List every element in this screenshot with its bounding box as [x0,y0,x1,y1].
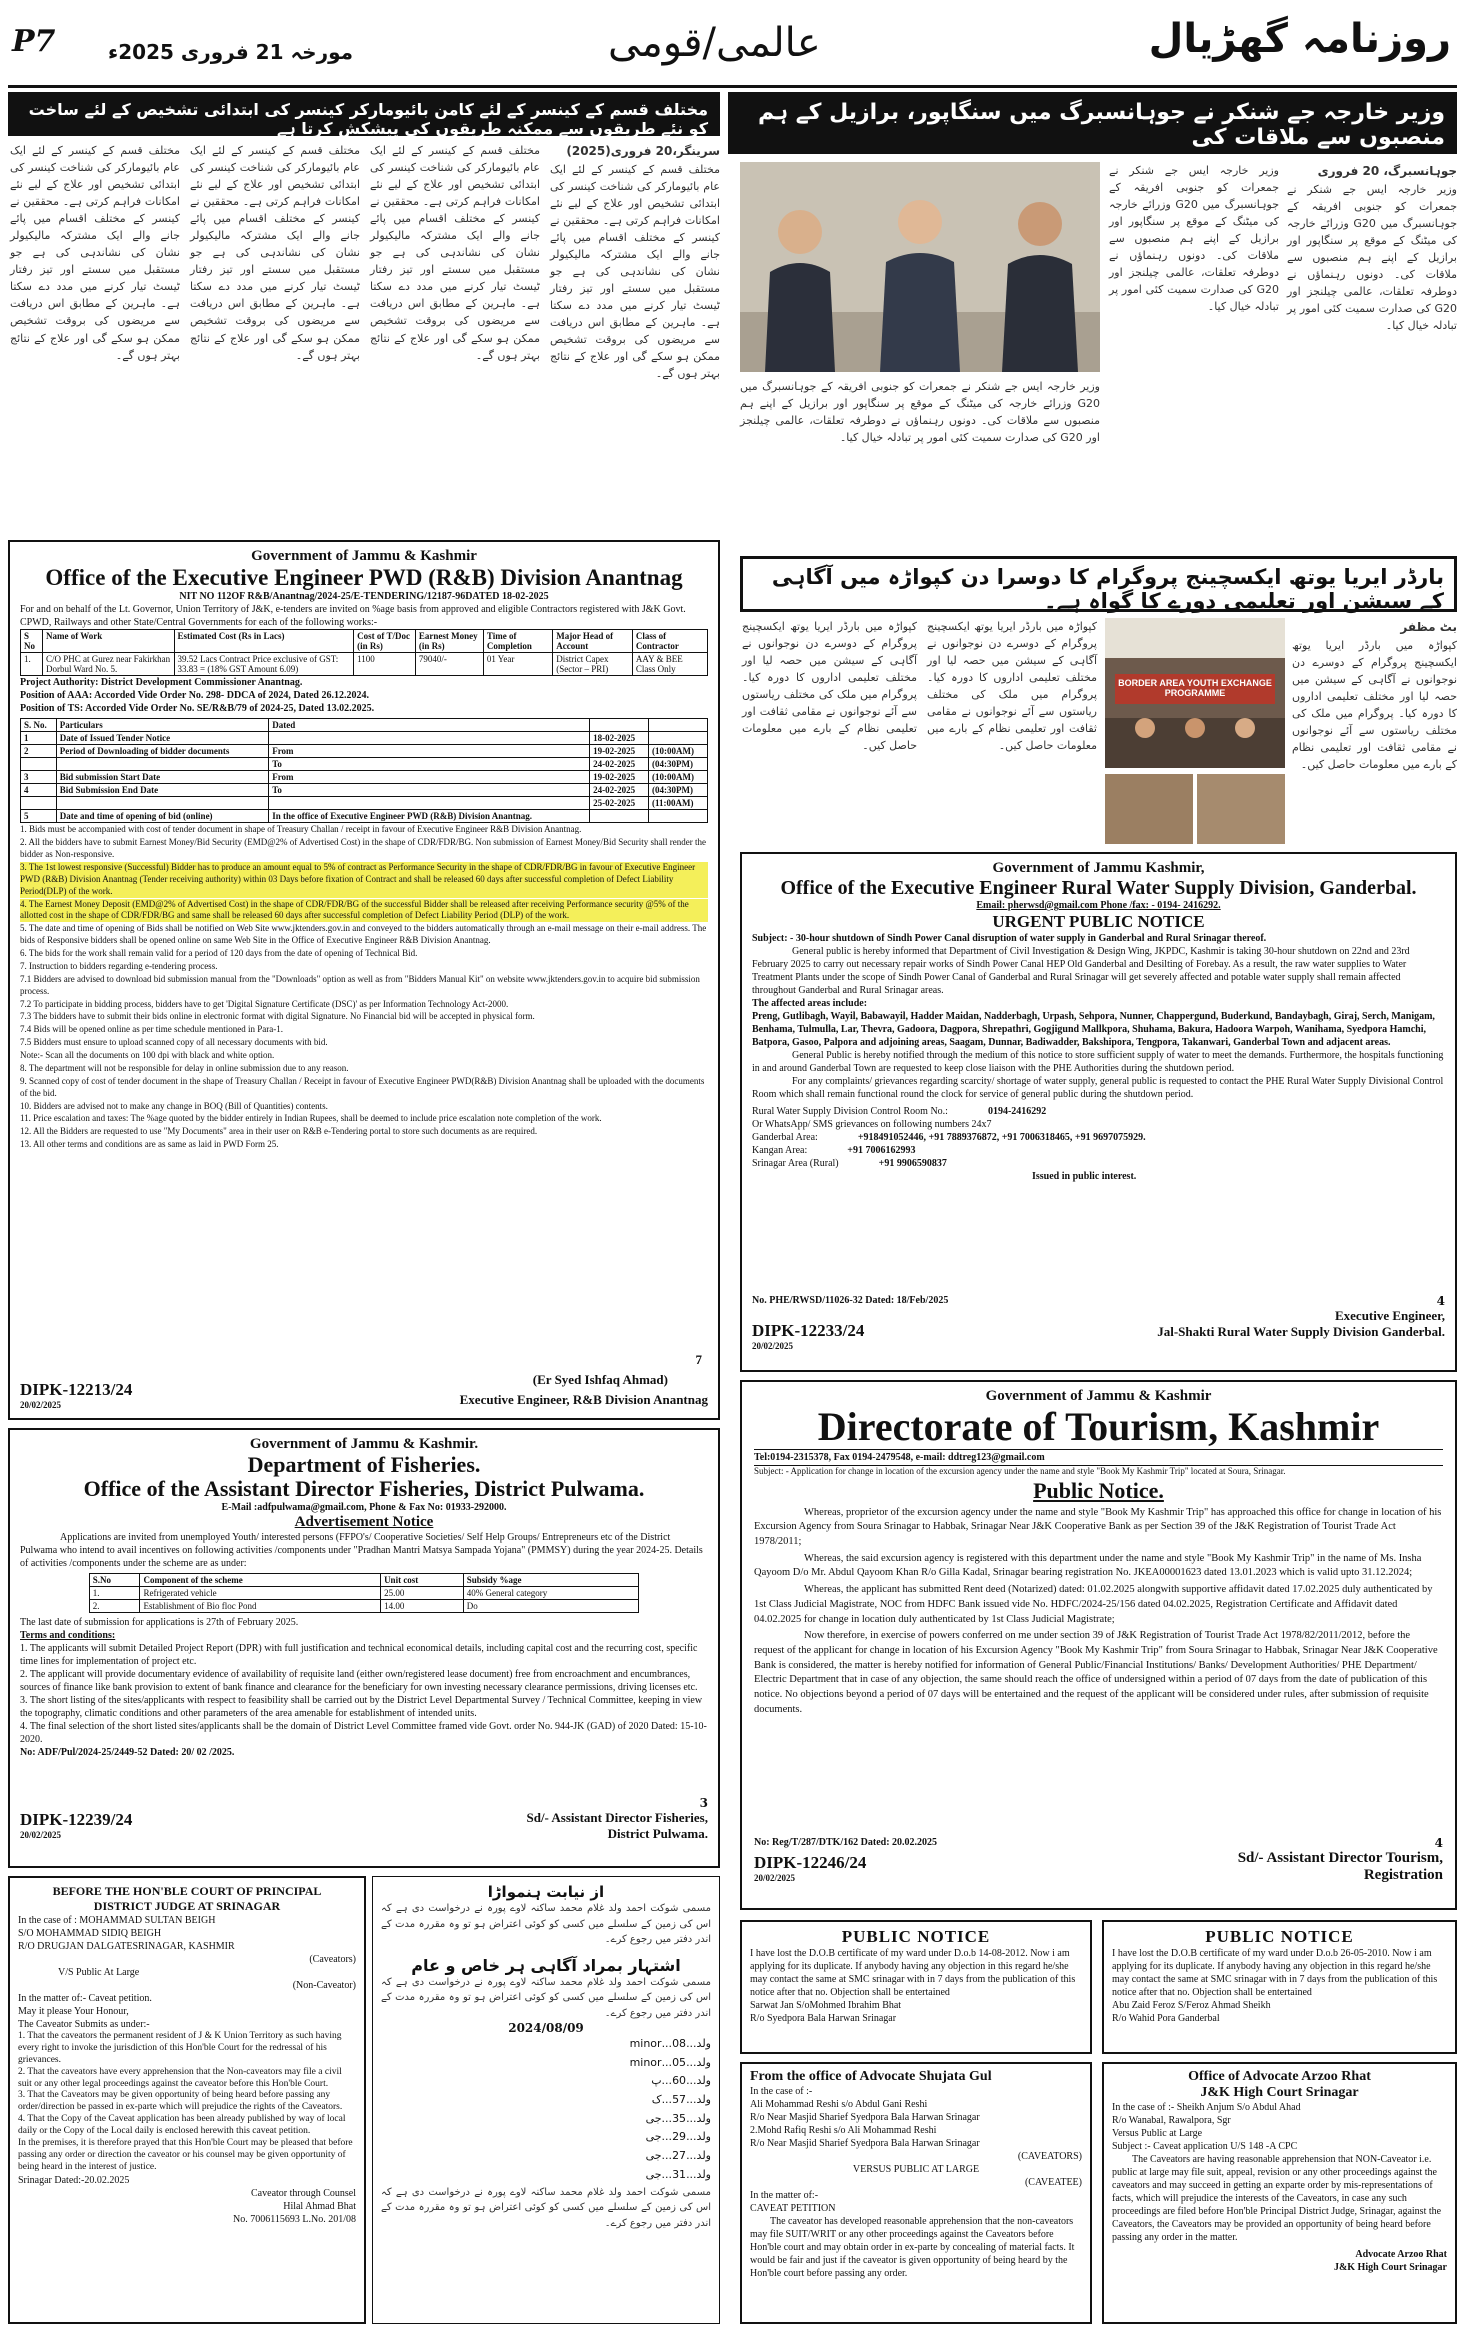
table-row [21,719,708,732]
urdu-line: ولد...31...جی [645,2167,711,2181]
versus-line: VERSUS PUBLIC AT LARGE [852,2164,980,2175]
condition-item: 7.1 Bidders are advised to download bid submission manual from the "Downloads" option as well as from "Bidders Manual Kit" on website www.jktenders.gov.in to acquire bid submission process. [20,973,700,996]
urdu-line: ولد...57...ک [651,2093,711,2107]
contact-row [752,1144,1445,1157]
court-date: Srinagar Dated:-20.02.2025 [18,2174,130,2186]
condition-item: 7.5 Bidders must ensure to upload scanned copy of all necessary documents with bid. [20,1037,328,1048]
court-title: DISTRICT JUDGE AT SRINAGAR [93,1899,281,1913]
table-cell: Do [463,1600,638,1613]
table-header-cell: Component of the scheme [140,1574,381,1587]
dipk-number: DIPK-12246/24 [754,1853,867,1872]
caveat-points [18,2031,356,2174]
case-line: R/o Wanabal, Rawalpora, Sgr [1112,2115,1231,2126]
article-headline: بارڈر ایریا یوتھ ایکسچینج پروگرام کا دوسرا دن کپواڑہ میں آگاہی کے سیشن اور تعلیمی دورے کا گواہ ہے۔ [740,556,1457,612]
table-cell: 19-02-2025 [590,771,649,784]
condition-item: 7.2 To participate in bidding process, bidders have to get 'Digital Signature Certificate (DSC)' as per Information Technology Act-2000. [20,998,509,1009]
advocate-case-lines [750,2085,1082,2150]
public-notice-name: Abu Zaid Feroz S/Feroz Ahmad Sheikh [1112,2000,1271,2011]
position-ts: Position of TS: Accorded Vide Order No. SE/R&B/79 of 2024-25, Dated 13.02.2025. [20,703,375,715]
notice-subject: Subject: - Application for change in location of the excursion agency under the name and style "Book My Kashmir Trip" located at Soura, Srinagar. [754,1466,1286,1476]
terms-list [20,1642,708,1746]
article-body: مختلف قسم کے کینسر کے لئے ایک عام بائیومارکر کی شناخت کینسر کی ابتدائی تشخیص اور علاج کے لیے نئے امکانات فراہم کرتی ہے۔ محققین نے کینسر کے مختلف اقسام میں پائے جانے والے ایک مشترکہ مالیکیولر نشان کی نشاندہی کی ہے جو مستقبل میں سستے اور تیز رفتار ٹیسٹ تیار کرنے میں مدد دے سکتا ہے۔ ماہرین کے مطابق اس دریافت سے مریضوں کی بروقت تشخیص ممکن ہو سکے گی اور علاج کے نتائج بہتر ہوں گے۔ [550,162,720,381]
table-cell: (11:00AM) [649,797,708,810]
notice-office: Directorate of Tourism, Kashmir [817,1404,1380,1449]
signer-title: Executive Engineer, R&B Division Anantnag [459,1392,708,1407]
notice-contact: Email: pherwsd@gmail.com Phone /fax: - 0194- 2416292. [976,900,1221,911]
advocate-caveat-1 [740,2062,1092,2324]
urdu-notice-title: اشتہار بمراد آگاہی ہر خاص و عام [411,1955,681,1975]
please-line: May it please Your Honour, [18,2006,129,2017]
table-header-cell: Class of Contractor [632,630,707,653]
public-notice-body: I have lost the D.O.B certificate of my ward under D.o.b 26-05-2010. Now i am applying for its duplicate. If anybody having any objection in this regard he/she may contact the same at SMC srinagar with in 7 days from the publication of this notice after that no. Objection shall be entertained [1112,1948,1438,1998]
notice-para: Now therefore, in exercise of powers conferred on me under section 39 of J&K Registration of Tourist Trade Act 1978/82/2011/2012, before the request of the applicant for change in location of his Excursion Agency "Book My Kashmir Trip" from Soura Srinagar to Habbak, Srinagar Near J&K Cooperative Bank is considered, the matter is hereby notified for information of General Public/Financial Institutions/ Banks/ Development Authorities/ PHE Department/ Electric Department that in case of any objection, the same should reach the office of undersigned within a period of 07 days from the date of publication of this notice. No objections beyond a period of 07 days will be entertained and the request of the applicant will be considered under rules, after submission of requisite documents. [754,1630,1438,1715]
notice-gov: Government of Jammu & Kashmir [251,548,477,564]
versus-line: V/S Public At Large [58,1967,140,1978]
article-photo [1197,774,1285,844]
article-column: مختلف قسم کے کینسر کے لئے ایک عام بائیومارکر کی شناخت کینسر کی ابتدائی تشخیص اور علاج کے لیے نئے امکانات فراہم کرتی ہے۔ محققین نے کینسر کے مختلف اقسام میں پائے جانے والے ایک مشترکہ مالیکیولر نشان کی نشاندہی کی ہے جو مستقبل میں سستے اور تیز رفتار ٹیسٹ تیار کرنے میں مدد دے سکتا ہے۔ ماہرین کے مطابق اس دریافت سے مریضوں کی بروقت تشخیص ممکن ہو سکے گی اور علاج کے نتائج بہتر ہوں گے۔ [190,144,360,362]
case-line: In the case of :- [750,2086,813,2097]
condition-item: 7. Instruction to bidders regarding e-tendering process. [20,960,218,971]
condition-item: 7.3 The bidders have to submit their bids online in electronic format with digital Signature. No Financial bid will be accepted in physical form. [20,1011,535,1022]
article-dateline: بٹ مظفر [1400,620,1457,634]
caveat-point: 3. That the Caveators may be given opportunity of being heard before passing any order/direction be passed in ex-parte which will prejudice the rights of the Caveators. [18,2090,343,2113]
article-column: وزیر خارجہ ایس جے شنکر نے جمعرات کو جنوبی افریقہ کے جوہانسبرگ میں G20 وزرائے خارجہ کی میٹنگ کے موقع پر سنگاپور اور برازیل کے اپنے ہم منصبوں سے ملاقات کی۔ دونوں رہنماؤں نے دوطرفہ تعلقات، عالمی چیلنجز اور G20 کی صدارت سمیت کئی امور پر تبادلہ خیال کیا۔ [1109,164,1280,314]
case-line: Subject :- Caveat application U/S 148 -A CPC [1112,2141,1298,2152]
contact-row [752,1118,1445,1131]
article-column: وزیر خارجہ ایس جے شنکر نے جمعرات کو جنوبی افریقہ کے جوہانسبرگ میں G20 وزرائے خارجہ کی میٹنگ کے موقع پر سنگاپور اور برازیل کے اپنے ہم منصبوں سے ملاقات کی۔ دونوں رہنماؤں نے دوطرفہ تعلقات، عالمی چیلنجز اور G20 کی صدارت سمیت کئی امور پر تبادلہ خیال کیا۔ [740,380,1100,445]
project-authority: Project Authority: District Development Commissioner Anantnag. [20,677,303,689]
table-row [21,771,708,784]
table-cell: 19-02-2025 [590,745,649,758]
contact-number: +918491052446, +91 7889376872, +91 7006318465, +91 9697075929. [857,1132,1146,1143]
condition-item: Note:- Scan all the documents on 100 dpi with black and white option. [20,1050,275,1061]
advocate-body: The caveator has developed reasonable apprehension that the non-caveators may file SUIT/WRIT or any other proceedings against the Caveators before Hon'ble court and may obtain order in ex-parte by concealing of material facts. It would be fair and just if the caveator is given opportunity of being heard by the Hon'ble court before passing any order. [750,2216,1075,2279]
notice-title: Public Notice. [1033,1477,1164,1503]
caveat-point: 2. That the caveators have every apprehension that the Non-caveators may file a civil suit or any other legal proceedings against the caveator before this Hon'ble Court. [18,2066,342,2089]
notice-para: General Public is hereby notified through the medium of this notice to store sufficient supply of water to meet the demands. Furthermore, the hospitals functioning in and around Ganderbal Town are requested to keep close liaison with the PHE Authorities during the shutdown period. [752,1050,1444,1074]
dipk-date: 20/02/2025 [752,1341,794,1351]
signer-title: Executive Engineer, [1334,1308,1445,1323]
caveat-point: 4. That the Copy of the Caveat application has been already published by way of local daily or the Copy of the Local daily is enclosed herewith this caveat petition. [18,2114,346,2136]
condition-item: 2. All the bidders have to submit Earnest Money/Bid Security (EMD@2% of Advertised Cost) in the shape of CDR/FDR/BG. Non submission of Earnest Money/Bid Security shall render the bidder as Non-responsive. [20,837,706,860]
advocate-case-lines [1112,2101,1447,2153]
public-notice-dob-1 [740,1920,1092,2054]
table-cell: To [269,784,590,797]
notice-gov: Government of Jammu & Kashmir [985,1388,1212,1404]
article-photo [1105,618,1285,768]
notice-title: URGENT PUBLIC NOTICE [992,912,1205,931]
condition-item: 12. All the Bidders are requested to use "My Documents" area in their user on R&B e-Tendering portal to store such documents as are required. [20,1126,538,1137]
masthead [8,6,1457,88]
signer-office: Registration [1363,1867,1443,1883]
signer-title: Sd/- Assistant Director Tourism, [1237,1850,1443,1866]
table-row [89,1600,638,1613]
table-cell [269,732,590,745]
condition-item: 8. The department will not be responsible for delay in online submission due to any reason. [20,1062,349,1073]
table-cell: From [269,745,590,758]
table-cell: 2. [89,1600,140,1613]
urdu-notice-date: 2024/08/09 [508,2021,584,2035]
table-cell: 79040/- [415,653,483,676]
seal-number: 4 [1434,1836,1443,1850]
case-line: S/O MOHAMMAD SIDIQ BEIGH [18,1928,162,1939]
table-header-cell: Time of Completion [483,630,552,653]
table-header-cell: Cost of T/Doc (in Rs) [354,630,416,653]
table-row [21,745,708,758]
notice-office: Office of the Executive Engineer PWD (R&B) Division Anantnag [45,565,683,590]
notice-para: Whereas, proprietor of the excursion agency under the name and style "Book My Kashmir Trip" has approached this office for change in location of his Excursion Agency from Soura Srinagar to Habbak, Srinagar Near J&K Cooperative Bank as per Section 39 of the J&K Registration of Tourist Trade Act 1978/2011; [754,1506,1442,1548]
contact-list [752,1105,1445,1170]
table-row [21,797,708,810]
table-row [89,1587,638,1600]
article-column: کپواڑہ میں بارڈر ایریا یوتھ ایکسچینج پروگرام کے دوسرے دن نوجوانوں نے آگاہی کے سیشن میں حصہ لیا اور مختلف تعلیمی اداروں کا دورہ کیا۔ پروگرام میں ملک کی مختلف ریاستوں سے آئے نوجوانوں نے مقامی ثقافت اور تعلیمی نظام کے بارے میں معلومات حاصل کیں۔ [927,620,1097,753]
petition-line: CAVEAT PETITION [750,2203,836,2214]
public-notice-dob-2 [1102,1920,1457,2054]
article-column: مختلف قسم کے کینسر کے لئے ایک عام بائیومارکر کی شناخت کینسر کی ابتدائی تشخیص اور علاج کے لیے نئے امکانات فراہم کرتی ہے۔ محققین نے کینسر کے مختلف اقسام میں پائے جانے والے ایک مشترکہ مالیکیولر نشان کی نشاندہی کی ہے جو مستقبل میں سستے اور تیز رفتار ٹیسٹ تیار کرنے میں مدد دے سکتا ہے۔ ماہرین کے مطابق اس دریافت سے مریضوں کی بروقت تشخیص ممکن ہو سکے گی اور علاج کے نتائج بہتر ہوں گے۔ [370,144,540,362]
table-cell: (10:00AM) [649,745,708,758]
table-cell [56,758,268,771]
notice-para: Whereas, the applicant has submitted Rent deed (Notarized) dated: 01.02.2025 alongwith supportive affidavit dated 17.02.2025 duly authenticated by 1st Class Judicial Magistrate, NOC from HDFC Bank issued vide No. HDFC/2024-25/156 dated 04.02.2025, Registration Certificate and Affidavit dated 04.02.2025 for change in location duly authenticated by 1st Class Judicial Magistrate; [754,1584,1433,1625]
contact-label: Rural Water Supply Division Control Room No.: [752,1106,948,1117]
table-cell: Bid Submission End Date [56,784,268,797]
table-cell: 3 [21,771,57,784]
advocate-signer: J&K High Court Srinagar [1333,2262,1447,2273]
term-item: 4. The final selection of the short listed sites/applicants shall be the domain of District Level Committee framed vide Govt. order No. 944-JK (GAD) of 2020 Dated: 15-10-2020. [20,1721,707,1746]
fisheries-notice [8,1428,720,1868]
table-header-cell: Unit cost [381,1574,464,1587]
table-cell: Refrigerated vehicle [140,1587,381,1600]
caveator-label: (Caveators) [309,1954,356,1965]
conditions-list [20,824,708,1151]
notice-gov: Government of Jammu & Kashmir. [249,1436,479,1452]
case-line: 2.Mohd Rafiq Reshi s/o Ali Mohammad Reshi [750,2125,937,2136]
condition-item: 10. Bidders are advised not to make any change in BOQ (Bill of Quantities) contents. [20,1100,328,1111]
article-border-youth [740,556,1457,846]
signer-title: Sd/- Assistant Director Fisheries, [526,1810,708,1825]
public-notice-body: I have lost the D.O.B certificate of my ward under D.o.b 14-08-2012. Now i am applying for its duplicate. If anybody having any objection in this regard he/she may contact the same at SMC srinagar with in 7 days from the publication of this notice after that no. Objection shall be entertained [750,1948,1076,1998]
table-cell: 24-02-2025 [590,784,649,797]
caveat-point: In the premises, it is therefore prayed that this Hon'ble Court may be pleased that before passing any order or direction the caveator or his counsel may be given opportunity of being heard in the interest of justice. [18,2137,353,2172]
advocate-caveat-2 [1102,2062,1457,2324]
term-item: 3. The short listing of the sites/applicants with respect to feasibility shall be carried out by the District Level Departmental Survey / Technical Committee, keeping in view the topography, climatic conditions and other parameters of the area amenable for establishment of intended units. [20,1695,703,1720]
notice-para: Whereas, the said excursion agency is registered with this department under the name and style "Book My Kashmir Trip" in the name of Ms. Insha Qayoom D/o Mr. Abdul Qayoom Khan R/o Gilla Kadal, Srinagar bearing registration No. JKEA00001623 dated 13.01.2023 which is valid upto 31.12.2024; [754,1552,1422,1579]
urdu-line: ولد...05...minor [629,2055,711,2069]
table-cell: In the office of Executive Engineer PWD (R&B) Division Anantnag. [269,810,590,823]
table-cell: Date of Issued Tender Notice [56,732,268,745]
article-biomarker [8,92,720,532]
table-header-cell: S No [21,630,43,653]
urdu-line: ولد...27...جی [645,2149,711,2163]
table-cell: To [269,758,590,771]
notice-intro: For and on behalf of the Lt. Governor, Union Territory of J&K, e-tenders are invited on %age basis from approved and eligible Contractors registered with J&K Govt. CPWD, Railways and other State/Central Governments for each of the following works:- [20,604,686,629]
table-cell: 25-02-2025 [590,797,649,810]
table-row [21,810,708,823]
signer-office: Jal-Shakti Rural Water Supply Division Ganderbal. [1157,1324,1445,1339]
article-column: مختلف قسم کے کینسر کے لئے ایک عام بائیومارکر کی شناخت کینسر کی ابتدائی تشخیص اور علاج کے لیے نئے امکانات فراہم کرتی ہے۔ محققین نے کینسر کے مختلف اقسام میں پائے جانے والے ایک مشترکہ مالیکیولر نشان کی نشاندہی کی ہے جو مستقبل میں سستے اور تیز رفتار ٹیسٹ تیار کرنے میں مدد دے سکتا ہے۔ ماہرین کے مطابق اس دریافت سے مریضوں کی بروقت تشخیص ممکن ہو سکے گی اور علاج کے نتائج بہتر ہوں گے۔ [10,144,180,362]
contact-label: Srinagar Area (Rural) [752,1158,839,1169]
advocate-title: Office of Advocate Arzoo Rhat [1188,2069,1371,2084]
table-header-cell: Subsidy %age [463,1574,638,1587]
article-column [1287,162,1457,542]
table-cell [590,810,649,823]
dipk-date: 20/02/2025 [20,1400,62,1410]
nit-number: NIT NO 112OF R&B/Anantnag/2024-25/E-TENDERING/12187-96DATED 18-02-2025 [179,591,549,603]
page-number: P7 [12,24,56,59]
contact-row [752,1131,1445,1144]
urdu-notices [372,1876,720,2324]
notice-paras [754,1506,1443,1718]
condition-item: 1. Bids must be accompanied with cost of tender document in shape of Treasury Challan / receipt in favour of Executive Engineer R&B Division Anantnag. [20,824,582,835]
case-line: Ali Mohammad Reshi s/o Abdul Gani Reshi [750,2099,928,2110]
table-header-cell: Major Head of Account [553,630,633,653]
urdu-notice-title: از نیابت ہنمواڑا [487,1883,605,1901]
table-cell: (04:30PM) [649,758,708,771]
urdu-line: ولد...60...پ [651,2074,711,2088]
notice-gov: Government of Jammu Kashmir, [992,860,1205,876]
notice-intro: Applications are invited from unemployed Youth/ interested persons (FFPO's/ Cooperative Societies/ Self Help Groups/ Entrepreneurs etc of the District Pulwama who intend to avail incentives on following activities /components under "Pradhan Mantri Matsya Sampada Yojana" (PMMSY) during the year 2024-25. Details of activities /components under the scheme are as under: [20,1532,703,1570]
table-header-cell [649,719,708,732]
article-column [550,142,720,532]
issue-date: مورخہ 21 فروری 2025ء [108,40,354,64]
seal-number: 7 [695,1352,702,1367]
table-row [21,732,708,745]
seal-number: 3 [699,1796,708,1810]
urdu-line: ولد...08...minor [629,2037,711,2050]
notice-ref: No: Reg/T/287/DTK/162 Dated: 20.02.2025 [754,1837,938,1848]
table-header-cell: Name of Work [42,630,174,653]
table-cell: Date and time of opening of bid (online) [56,810,268,823]
dipk-date: 20/02/2025 [20,1830,62,1840]
dipk-number: DIPK-12213/24 [20,1380,133,1399]
submits-line: The Caveator Submits as under:- [18,2019,150,2030]
dipk-number: DIPK-12233/24 [752,1321,865,1340]
advocate-body: The Caveators are having reasonable apprehension that NON-Caveator i.e. public at large may file suit, appeal, revision or any other proceedings against the caveators and may succeed in getting an exparte order by mis-representations of facts, which will prejudice the interests of the Caveators, in case any such proceedings are filed before Hon'ble Principal District Judge, Srinagar, against the Caveators, the Caveators may be provided an opportunity of being heard before passing any order in the matter. [1112,2154,1442,2243]
signer-office: District Pulwama. [607,1826,708,1841]
case-lines [18,1914,356,1953]
notice-office: Office of the Executive Engineer Rural Water Supply Division, Ganderbal. [780,877,1417,899]
notice-para: General public is hereby informed that Department of Civil Investigation & Design Wing, JKPDC, Kashmir is taking 30-hour shutdown on 22nd and 23rd February 2025 to carry out necessary repair works of Sindh Power Canal HEP Old Ganderbal and Desilting of Forebay. As a result, the raw water supplies to Water Treatment Plants under the scope of Sindh Power Canal of Ganderbal and Rural Srinagar will get severely affected and potable water supply shall remain affected throughout Ganderbal and Rural Srinagar areas. [752,946,1410,996]
notice-dept: Department of Fisheries. [247,1452,481,1477]
condition-item: 3. The 1st lowest responsive (Successful) Bidder has to produce an amount equal to 5% of contract as Performance Security in the shape of CDR/FDR/BG in favour of Executive Engineer PWD (R&B) Division Anantnag (Tender receiving authority) within 03 Days before fixation of Contract and shall be released 60 days after successful completion of Defect Liability Period(DLP) of the work. [20,862,708,898]
section-title: عالمی/قومی [608,20,821,66]
phe-urgent-notice [740,852,1457,1372]
public-notice-title: PUBLIC NOTICE [1205,1927,1354,1946]
dipk-number: DIPK-12239/24 [20,1810,133,1829]
position-aaa: Position of AAA: Accorded Vide Order No. 298- DDCA of 2024, Dated 26.12.2024. [20,690,369,702]
contact-number: +91 7006162993 [847,1145,916,1156]
court-title: BEFORE THE HON'BLE COURT OF PRINCIPAL [52,1884,322,1898]
issued-note: Issued in public interest. [1032,1171,1137,1182]
counsel-name: Hilal Ahmad Bhat [283,2200,356,2212]
case-line: Versus Public at Large [1112,2128,1203,2139]
article-photo [1105,774,1193,844]
contact-row [752,1157,1445,1170]
affected-areas: Preng, Gutlibagh, Wayil, Babawayil, Hadder Maidan, Nadderbagh, Urpash, Sehpora, Nunner, Chappergund, Buderkund, Bandaybagh, Giraj, Serch, Manigam, Benhama, Tulmulla, Lar, Thevra, Gadoora, Dagpora, Shrepathri, Gogjigund Mallkpora, Shuhama, Bakura, Hadoora Warpoh, Wanihama, Syedpora Hamchi, Batpora, Gasoo, Palpora and adjoining areas, Saagam, Dunnar, Badiwadder, Bakshipora, Tengpora, Takanwari, Ganderbal Town and adjacent areas. [752,1011,1435,1048]
contact-label: Kangan Area: [752,1145,808,1156]
table-cell [21,758,57,771]
urdu-notice-body: مسمی شوکت احمد ولد غلام محمد ساکنہ لاوے پورہ نے درخواست دی ہے کہ اس کی زمین کے سلسلے میں کسی کو کوئی اعتراض ہو تو وہ مقررہ مدت کے اندر دفتر میں رجوع کرے۔ [381,1976,711,2019]
notice-subject: Subject: - 30-hour shutdown of Sindh Power Canal disruption of water supply in Ganderbal and Rural Srinagar thereof. [752,933,1267,944]
table-header-cell: S.No [89,1574,140,1587]
matter-line: In the matter of:- [750,2190,819,2201]
areas-label: The affected areas include: [752,998,868,1009]
notice-ref: No. PHE/RWSD/11026-32 Dated: 18/Feb/2025 [752,1295,949,1306]
counsel-line: Caveator through Counsel [251,2187,356,2199]
case-line: R/o Near Masjid Sharief Syedpora Bala Harwan Srinagar [750,2138,980,2149]
condition-item: 7.4 Bids will be opened online as per time schedule mentioned in Para-1. [20,1024,283,1035]
urdu-notice-lines [381,2035,711,2185]
seal-number: 4 [1436,1294,1445,1308]
table-cell: 01 Year [483,653,552,676]
table-cell: From [269,771,590,784]
table-row [21,784,708,797]
table-cell: 24-02-2025 [590,758,649,771]
condition-item: 11. Price escalation and taxes: The %age quoted by the bidder entirely in Indian Rupees, shall be deemed to include price escalation note completion of the work. [20,1113,602,1124]
case-line: R/O DRUGJAN DALGATESRINAGAR, KASHMIR [18,1941,235,1952]
table-header-cell: S. No. [21,719,57,732]
notice-title: Advertisement Notice [294,1514,434,1531]
table-header-cell [590,719,649,732]
table-header-cell: Estimated Cost (Rs in Lacs) [174,630,354,653]
table-cell: District Capex (Sector – PRI) [553,653,633,676]
counsel-contact: No. 7006115693 L.No. 201/08 [233,2213,356,2225]
matter-line: In the matter of:- Caveat petition. [18,1993,152,2004]
contact-label: Ganderbal Area: [752,1132,818,1143]
table-cell: Establishment of Bio floc Pond [140,1600,381,1613]
dipk-date: 20/02/2025 [754,1873,796,1883]
court-caveat-notice [8,1876,366,2324]
condition-item: 9. Scanned copy of cost of tender document in the shape of Treasury Challan / Receipt in favour of Executive Engineer PWD(R&B) Division Anantnag shall be uploaded with the documents of the bid. [20,1075,705,1098]
condition-item: 4. The Earnest Money Deposit (EMD@2% of Advertised Cost) in the shape of CDR/FDR/BG of the successful Bidder shall be released after receiving Performance security @5% of the allotted cost in the shape of CDR/FDR/BG and same shall be released 60 days after successful completion of Defect Liability Period (DLP) of the work. [20,899,708,923]
urdu-notice-body: مسمی شوکت احمد ولد غلام محمد ساکنہ لاوے پورہ نے درخواست دی ہے کہ اس کی زمین کے سلسلے میں کسی کو کوئی اعتراض ہو تو وہ مقررہ مدت کے اندر دفتر میں رجوع کرے۔ [381,2186,711,2229]
last-date: The last date of submission for applications is 27th of February 2025. [20,1617,299,1629]
notice-ref: No: ADF/Pul/2024-25/2449-52 Dated: 20/ 02 /2025. [20,1747,235,1759]
table-cell: 1100 [354,653,416,676]
table-cell: (10:00AM) [649,771,708,784]
notice-contact: E-Mail :adfpulwama@gmail.com, Phone & Fax No: 01933-292000. [221,1502,507,1514]
advocate-title: From the office of Advocate Shujata Gul [750,2069,992,2084]
table-cell [649,732,708,745]
table-cell: Period of Downloading of bidder documents [56,745,268,758]
urdu-line: ولد...35...جی [645,2111,711,2125]
table-cell [56,797,268,810]
table-cell: 2 [21,745,57,758]
notice-para: For any complaints/ grievances regarding scarcity/ shortage of water supply, general public is requested to contact the PHE Rural Water Supply Divisional Control Room which shall remain functional round the clock for service of general public during the shutdown period. [752,1076,1444,1100]
article-dateline: سرینگر،20 فروری(2025) [566,144,720,158]
article-body: کپواڑہ میں بارڈر ایریا یوتھ ایکسچینج پروگرام کے دوسرے دن نوجوانوں نے آگاہی کے سیشن میں حصہ لیا اور مختلف تعلیمی اداروں کا دورہ کیا۔ پروگرام میں ملک کی مختلف ریاستوں سے آئے نوجوانوں نے مقامی ثقافت اور تعلیمی نظام کے بارے میں معلومات حاصل کیں۔ [1292,638,1457,771]
public-notice-address: R/o Syedpora Bala Harwan Srinagar [750,2013,897,2024]
article-jaishankar [728,92,1457,542]
table-cell: 39.52 Lacs Contract Price exclusive of GST: 33.83 = (18% GST Amount 6.09) [174,653,354,676]
terms-label: Terms and conditions: [20,1630,116,1642]
public-notice-name: Sarwat Jan S/oMohmed Ibrahim Bhat [750,2000,902,2011]
case-line: In the case of : MOHAMMAD SULTAN BEIGH [18,1915,216,1926]
table-cell: 1 [21,732,57,745]
contact-label: Or WhatsApp/ SMS grievances on following numbers 24x7 [752,1119,992,1130]
table-header-cell: Earnest Money (in Rs) [415,630,483,653]
article-body: وزیر خارجہ ایس جے شنکر نے جمعرات کو جنوبی افریقہ کے جوہانسبرگ میں G20 وزرائے خارجہ کی میٹنگ کے موقع پر سنگاپور اور برازیل کے اپنے ہم منصبوں سے ملاقات کی۔ دونوں رہنماؤں نے دوطرفہ تعلقات، عالمی چیلنجز اور G20 کی صدارت سمیت کئی امور پر تبادلہ خیال کیا۔ [1287,182,1458,332]
case-line: R/o Near Masjid Sharief Syedpora Bala Harwan Srinagar [750,2112,980,2123]
urdu-notice-body: مسمی شوکت احمد ولد غلام محمد ساکنہ لاوے پورہ نے درخواست دی ہے کہ اس کی زمین کے سلسلے میں کسی کو کوئی اعتراض ہو تو وہ مقررہ مدت کے اندر دفتر میں رجوع کرے۔ [381,1903,711,1945]
notice-contact: Tel:0194-2315378, Fax 0194-2479548, e-mail: ddtreg123@gmail.com [754,1449,1443,1466]
photo-banner: BORDER AREA YOUTH EXCHANGE PROGRAMME [1118,678,1272,698]
term-item: 2. The applicant will provide documentary evidence of availability of requisite land (either own/registered lease document) free from encroachment and encumbrances, sources of finance like bank provision to extent of bank finance and clearance for the beneficiary for own investing necessary clearance permissions, driving licenses etc. [20,1669,698,1694]
table-cell: 4 [21,784,57,797]
caveat-point: 1. That the caveators the permanent resident of J & K Union Territory as such having every right to invoke the jurisdiction of this Hon'ble Court for the redressal of his grievances. [18,2031,342,2065]
contact-number: 0194-2416292 [987,1106,1047,1117]
table-cell [649,810,708,823]
article-column: کپواڑہ میں بارڈر ایریا یوتھ ایکسچینج پروگرام کے دوسرے دن نوجوانوں نے آگاہی کے سیشن میں حصہ لیا اور مختلف تعلیمی اداروں کا دورہ کیا۔ پروگرام میں ملک کی مختلف ریاستوں سے آئے نوجوانوں نے مقامی ثقافت اور تعلیمی نظام کے بارے میں معلومات حاصل کیں۔ [742,620,917,753]
table-cell: 25.00 [381,1587,464,1600]
public-notice-title: PUBLIC NOTICE [841,1927,991,1946]
components-table [89,1573,639,1613]
table-header-cell: Particulars [56,719,268,732]
table-cell: (04:30PM) [649,784,708,797]
caveatee-label: (CAVEATEE) [1024,2177,1082,2188]
contact-row [752,1105,1445,1118]
condition-item: 13. All other terms and conditions are as same as laid in PWD Form 25. [20,1139,279,1150]
table-cell: 40% General category [463,1587,638,1600]
pwd-tender-notice [8,540,720,1420]
contact-number: +91 9906590837 [878,1158,947,1169]
newspaper-logo: روزنامہ گھڑیال [1148,16,1451,62]
table-header-cell: Dated [269,719,590,732]
non-caveator-label: (Non-Caveator) [292,1980,356,1991]
article-dateline: جوہانسبرگ، 20 فروری [1317,164,1457,178]
article-headline: وزیر خارجہ جے شنکر نے جوہانسبرگ میں سنگاپور، برازیل کے ہم منصبوں سے ملاقات کی [728,92,1457,154]
public-notice-address: R/o Wahid Pora Ganderbal [1112,2013,1220,2024]
article-column [1292,618,1457,846]
tourism-notice [740,1380,1457,1910]
condition-item: 6. The bids for the work shall remain valid for a period of 120 days from the date of opening of Technical Bid. [20,948,418,959]
table-cell: 1. [89,1587,140,1600]
table-cell: 14.00 [381,1600,464,1613]
signer-name: (Er Syed Ishfaq Ahmad) [532,1372,668,1387]
table-cell [269,797,590,810]
urdu-line: ولد...29...جی [645,2130,711,2144]
table-cell: 5 [21,810,57,823]
advocate-title: J&K High Court Srinagar [1200,2085,1359,2100]
advocate-signer: Advocate Arzoo Rhat [1355,2249,1447,2260]
article-headline: مختلف قسم کے کینسر کے لئے کامن بائیومارکر کینسر کی ابتدائی تشخیص کے لئے ساخت کو نئے طریقوں سے ممکنہ طریقوں کی پیشکش کرتا ہے [8,92,720,136]
table-cell: AAY & BEE Class Only [632,653,707,676]
table-cell: 1. [21,653,43,676]
table-row [21,758,708,771]
caveators-label: (CAVEATORS) [1017,2151,1082,2162]
table-cell: Bid submission Start Date [56,771,268,784]
term-item: 1. The applicants will submit Detailed Project Report (DPR) with full justification and technical economical details, including capital cost and the recurring cost, specific time lines for implementation of project etc. [20,1643,698,1668]
works-table [20,629,708,676]
table-cell [21,797,57,810]
case-line: In the case of :- Sheikh Anjum S/o Abdul Ahad [1112,2102,1301,2113]
table-cell: C/O PHC at Gurez near Fakirkhan Dorbul Ward No. 5. [42,653,174,676]
schedule-table [20,718,708,823]
notice-office: Office of the Assistant Director Fisheries, District Pulwama. [83,1476,645,1502]
table-cell: 18-02-2025 [590,732,649,745]
condition-item: 5. The date and time of opening of Bids shall be notified on Web Site www.jktenders.gov.in and conveyed to the bidders automatically through an e-mail message on their e-mail address. The bids of Responsive bidders shall be opened online on same Web Site in the Office of Executive Engineer R&B Division Anantnag. [20,923,707,946]
